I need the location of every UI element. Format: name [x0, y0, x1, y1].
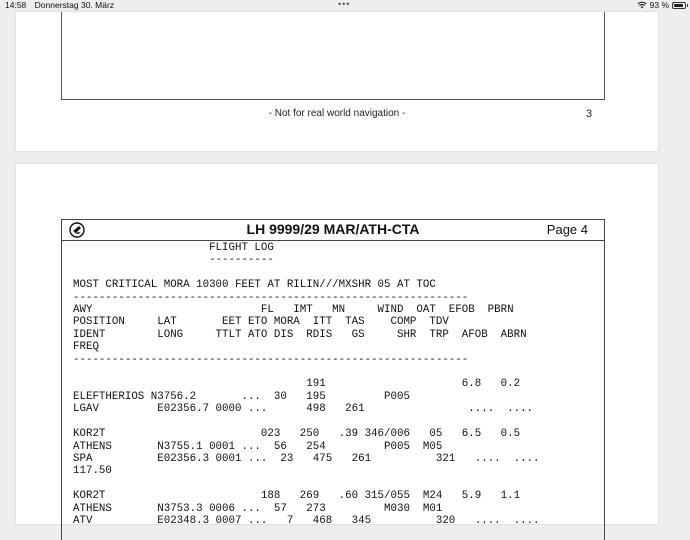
- flight-log-text: [73, 242, 540, 527]
- flight-log-line: -------------------------------------------------------------: [73, 291, 469, 304]
- status-time: 14:58: [5, 0, 27, 10]
- flight-log-frame: [61, 219, 605, 540]
- flight-log-line: MOST CRITICAL MORA 10300 FEET AT RILIN///MXSHR 05 AT TOC: [73, 279, 436, 292]
- battery-icon: [672, 2, 686, 9]
- flight-header-title: LH 9999/29 MAR/ATH-CTA: [246, 221, 420, 237]
- flight-log-line: ATHENS N3753.3 0006 ... 57 273 M030 M01: [73, 502, 443, 515]
- flight-log-line: SPA E02356.3 0001 ... 23 475 261 321 .... ....: [73, 452, 540, 465]
- page-3-content-frame: [61, 12, 605, 100]
- flight-log-line: KOR2T 023 250 .39 346/006 05 6.5 0.5: [73, 428, 521, 441]
- flight-log-line: ----------: [73, 254, 274, 267]
- flight-log-line: IDENT LONG TTLT ATO DIS RDIS GS SHR TRP AFOB ABRN: [73, 328, 527, 341]
- flight-log-header: [62, 220, 604, 241]
- status-bar: [0, 0, 690, 12]
- multitasking-dots-icon[interactable]: •••: [338, 0, 351, 9]
- flight-log-line: FLIGHT LOG: [73, 242, 274, 254]
- flight-log-line: FREQ: [73, 341, 99, 354]
- battery-percent: 93 %: [649, 0, 669, 10]
- flight-log-line: KOR2T 188 269 .60 315/055 M24 5.9 1.1: [73, 490, 521, 503]
- flight-log-line: 191 6.8 0.2: [73, 378, 521, 391]
- flight-log-line: LGAV E02356.7 0000 ... 498 261 .... ....: [73, 403, 534, 416]
- flight-log-line: AWY FL IMT MN WIND OAT EFOB PBRN: [73, 304, 514, 317]
- status-date: Donnerstag 30. März: [34, 0, 115, 10]
- wifi-icon: [637, 1, 647, 9]
- status-bar-left: [5, 0, 120, 10]
- status-bar-right: [637, 0, 686, 10]
- document-page-4: [16, 164, 658, 527]
- flight-log-line: -------------------------------------------------------------: [73, 353, 469, 366]
- flight-log-line: ELEFTHERIOS N3756.2 ... 30 195 P005: [73, 390, 410, 403]
- flight-log-line: 117.50: [73, 465, 112, 478]
- document-page-3: [16, 12, 658, 151]
- flight-header-page: Page 4: [546, 222, 588, 237]
- flight-log-line: ATHENS N3755.1 0001 ... 56 254 P005 M05: [73, 440, 443, 453]
- page-number: 3: [586, 108, 593, 120]
- flight-log-line: ATV E02348.3 0007 ... 7 468 345 320 .... ....: [73, 514, 540, 527]
- page-footer-note: - Not for real world navigation -: [268, 108, 406, 119]
- flight-log-line: POSITION LAT EET ETO MORA ITT TAS COMP TDV: [73, 316, 449, 329]
